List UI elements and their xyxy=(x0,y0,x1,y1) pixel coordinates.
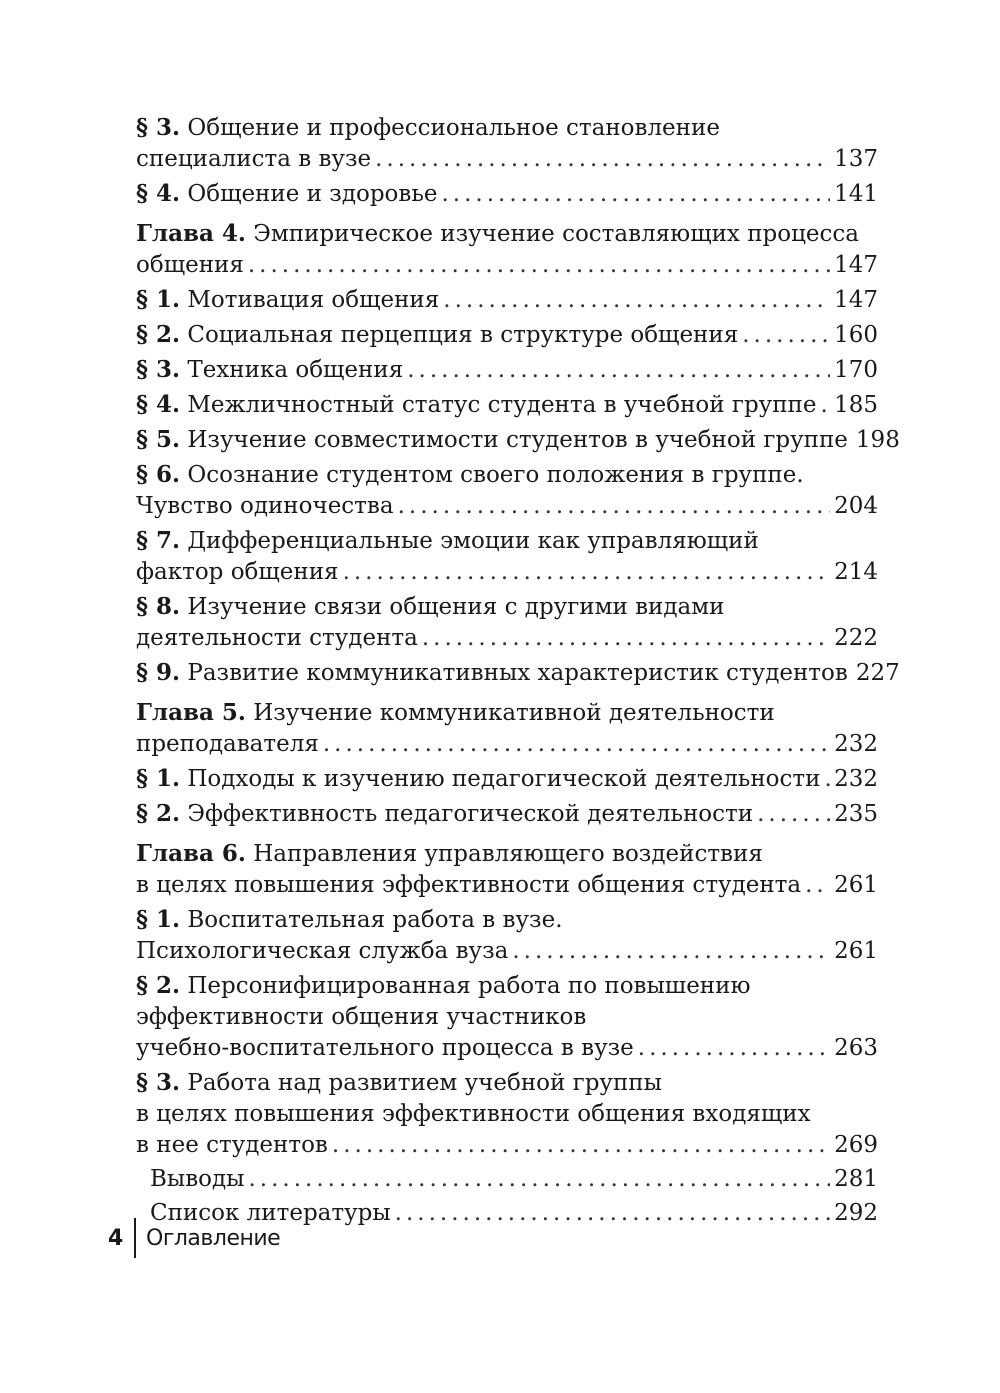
dot-leader xyxy=(638,1033,830,1064)
dot-leader xyxy=(824,764,830,795)
toc-entry-text: в нее студентов xyxy=(136,1132,328,1158)
toc-entry-text: Общение и профессиональное становление xyxy=(187,115,720,141)
dot-leader xyxy=(512,936,830,967)
toc-entry-text: Мотивация общения xyxy=(187,287,440,313)
toc-entry-label: § 1. xyxy=(136,906,181,933)
toc-entry-text: фактор общения xyxy=(136,559,339,585)
dot-leader xyxy=(343,557,831,588)
toc-entry-text: Список литературы xyxy=(150,1200,391,1226)
toc-entry xyxy=(136,319,878,351)
footer-divider xyxy=(134,1218,136,1258)
toc-entry-label: § 2. xyxy=(136,800,181,827)
toc-page-number: 141 xyxy=(834,181,878,207)
toc-page-number: 232 xyxy=(834,766,878,792)
toc-page-number: 222 xyxy=(834,625,878,651)
toc-entry xyxy=(136,424,900,456)
toc-page-number: 261 xyxy=(834,872,878,898)
running-title: Оглавление xyxy=(146,1225,281,1251)
toc-entry xyxy=(136,178,878,210)
dot-leader xyxy=(821,390,831,421)
page-footer xyxy=(108,1218,280,1258)
dot-leader xyxy=(395,1198,830,1229)
toc-entry-text: Направления управляющего воздействия xyxy=(253,841,763,867)
dot-leader xyxy=(375,144,830,175)
toc-entry-label: § 4. xyxy=(136,391,181,418)
toc-entry xyxy=(136,389,878,421)
toc-entry-text: Подходы к изучению педагогической деятельности xyxy=(187,766,821,792)
dot-leader xyxy=(805,870,830,901)
toc-entry-label: § 1. xyxy=(136,286,181,313)
toc-entry xyxy=(136,904,878,967)
toc-entry xyxy=(136,763,878,795)
toc-entry-text: Персонифицированная работа по повышению xyxy=(187,973,751,999)
toc-entry xyxy=(136,970,878,1064)
toc-chapter-entry xyxy=(136,697,878,760)
toc-entry-label: § 3. xyxy=(136,1069,181,1096)
toc-entry xyxy=(136,459,878,522)
toc-entry-text: Изучение коммуникативной деятельности xyxy=(253,700,775,726)
toc-entry-label: § 4. xyxy=(136,180,181,207)
toc-entry-label: § 5. xyxy=(136,426,181,453)
toc-entry-text: Психологическая служба вуза xyxy=(136,938,509,964)
toc-entry-text: Эмпирическое изучение составляющих процесса xyxy=(253,221,859,247)
toc-entry-text: в целях повышения эффективности общения входящих xyxy=(136,1101,811,1127)
toc-page-number: 185 xyxy=(834,392,878,418)
dot-leader xyxy=(248,250,830,281)
toc-entry-text: Общение и здоровье xyxy=(187,181,438,207)
toc-page-number: 263 xyxy=(834,1035,878,1061)
toc-page-number: 170 xyxy=(834,357,878,383)
toc-entry-text: Чувство одиночества xyxy=(136,493,394,519)
toc-entry xyxy=(136,354,878,386)
toc-page-number: 147 xyxy=(834,252,878,278)
toc-page-number: 214 xyxy=(834,559,878,585)
dot-leader xyxy=(332,1130,830,1161)
toc-chapter-entry xyxy=(136,838,878,901)
toc-entry-label: § 3. xyxy=(136,356,181,383)
toc-page-number: 137 xyxy=(834,146,878,172)
toc-entry xyxy=(136,1067,878,1161)
toc-entry-text: Работа над развитием учебной группы xyxy=(187,1070,662,1096)
dot-leader xyxy=(443,285,830,316)
dot-leader xyxy=(742,320,830,351)
toc-page-number: 261 xyxy=(834,938,878,964)
toc-entry-label: § 9. xyxy=(136,659,181,686)
dot-leader xyxy=(323,729,830,760)
toc-page-number: 147 xyxy=(834,287,878,313)
dot-leader xyxy=(441,179,830,210)
toc-page-number: 292 xyxy=(834,1200,878,1226)
toc-entry-label: Глава 4. xyxy=(136,220,246,247)
toc-entry-text: общения xyxy=(136,252,244,278)
toc-entry-text: Изучение совместимости студентов в учебной группе xyxy=(187,427,848,453)
page-number: 4 xyxy=(108,1225,124,1251)
toc-page-number: 281 xyxy=(834,1166,878,1192)
dot-leader xyxy=(248,1164,830,1195)
toc-entry-text: Техника общения xyxy=(187,357,404,383)
toc-entry-text: Межличностный статус студента в учебной группе xyxy=(187,392,817,418)
toc-entry-text: Развитие коммуникативных характеристик студентов xyxy=(187,660,848,686)
toc-page-number: 160 xyxy=(834,322,878,348)
toc-entry-text: Социальная перцепция в структуре общения xyxy=(187,322,739,348)
toc-entry xyxy=(136,284,878,316)
toc-entry-text: учебно-воспитательного процесса в вузе xyxy=(136,1035,634,1061)
toc-entry-label: Глава 6. xyxy=(136,840,246,867)
toc-entry-label: § 8. xyxy=(136,593,181,620)
toc-entry-text: эффективности общения участников xyxy=(136,1004,587,1030)
toc-chapter-entry xyxy=(136,218,878,281)
table-of-contents xyxy=(136,112,900,1229)
toc-entry xyxy=(136,657,900,689)
dot-leader xyxy=(422,623,830,654)
toc-page-number: 198 xyxy=(855,427,900,453)
toc-entry-label: Глава 5. xyxy=(136,699,246,726)
toc-page-number: 227 xyxy=(855,660,900,686)
toc-entry-label: § 2. xyxy=(136,321,181,348)
toc-entry-text: в целях повышения эффективности общения студента xyxy=(136,872,802,898)
toc-entry-text: преподавателя xyxy=(136,731,319,757)
toc-entry-label: § 6. xyxy=(136,461,181,488)
toc-entry-text: Дифференциальные эмоции как управляющий xyxy=(187,528,759,554)
toc-entry-text: Изучение связи общения с другими видами xyxy=(187,594,725,620)
toc-entry-text: Выводы xyxy=(150,1166,245,1192)
toc-page-number: 269 xyxy=(834,1132,878,1158)
toc-entry-text: деятельности студента xyxy=(136,625,418,651)
toc-page-number: 235 xyxy=(834,801,878,827)
toc-page-number: 232 xyxy=(834,731,878,757)
dot-leader xyxy=(398,491,831,522)
toc-entry-text: Осознание студентом своего положения в группе. xyxy=(187,462,804,488)
toc-entry-label: § 2. xyxy=(136,972,181,999)
toc-entry xyxy=(136,591,878,654)
toc-entry-text: Эффективность педагогической деятельности xyxy=(187,801,754,827)
toc-page-number: 204 xyxy=(834,493,878,519)
toc-entry-label: § 1. xyxy=(136,765,181,792)
toc-entry xyxy=(136,798,878,830)
dot-leader xyxy=(757,799,830,830)
toc-entry xyxy=(136,112,878,175)
toc-entry-label: § 7. xyxy=(136,527,181,554)
toc-entry-text: Воспитательная работа в вузе. xyxy=(187,907,563,933)
toc-entry xyxy=(136,1164,878,1195)
dot-leader xyxy=(407,355,830,386)
toc-entry-text: специалиста в вузе xyxy=(136,146,372,172)
toc-entry xyxy=(136,525,878,588)
toc-entry-label: § 3. xyxy=(136,114,181,141)
